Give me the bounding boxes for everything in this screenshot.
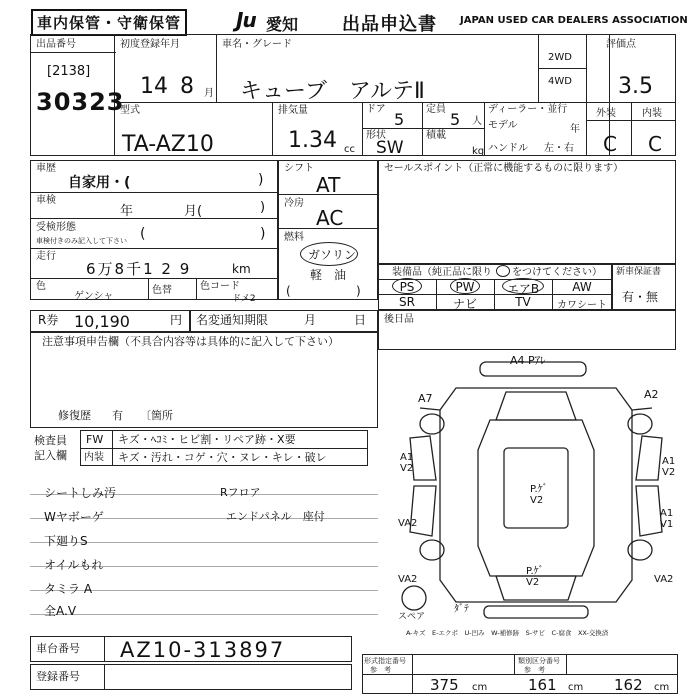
region-name: 愛知	[266, 15, 299, 34]
interior-label: 内装	[642, 108, 662, 119]
rating-label: 評価点	[606, 39, 636, 50]
displacement-label: 排気量	[278, 105, 308, 116]
sales-points-block	[378, 160, 676, 264]
dim-width: 161	[528, 676, 557, 694]
repair-label: 修復歴	[58, 409, 91, 422]
dim-note-a: 参 考	[370, 666, 391, 674]
mark-roof: P.ｹﾞ V2	[526, 566, 544, 588]
mark-left-rear: VA2	[398, 574, 418, 585]
note-line-1: シートしみ汚	[44, 486, 117, 500]
name-change-day: 日	[354, 313, 367, 327]
spare-label: スペア	[398, 612, 426, 622]
fuel-close: )	[356, 284, 361, 298]
note-line-4: オイルもれ	[44, 558, 104, 572]
registration-label: 初度登録年月	[120, 39, 180, 50]
dealer-label: ディーラー・並行	[488, 104, 568, 115]
note-line-5: タミラ A	[44, 582, 93, 596]
lot-label: 出品番号	[36, 39, 76, 50]
fuel-open: (	[286, 284, 291, 298]
mark-trunk: ﾀﾞﾃ	[454, 604, 469, 615]
registration-year: 14	[140, 74, 168, 99]
mark-top: A4 Pｱﾚ	[510, 354, 546, 367]
drive-2wd: 2WD	[548, 52, 572, 63]
mark-left-mid: A1 V2	[400, 452, 414, 474]
equipment-leather-seat: カワシート	[557, 300, 607, 311]
note-line-2: Wヤボーゲ	[44, 510, 104, 524]
shape-label: 形状	[366, 130, 386, 141]
equipment-navi: ナビ	[452, 297, 477, 311]
model-name-label: 車名・グレード	[222, 39, 292, 50]
in-label: 内装	[84, 452, 104, 463]
form-title: 出品申込書	[342, 14, 437, 35]
dim-note-b: 参 考	[524, 666, 545, 674]
chassis-value: AZ10-313897	[120, 638, 286, 662]
later-docs-block	[378, 310, 676, 350]
registration-month-unit: 月	[204, 88, 214, 99]
model-year-unit: 年	[570, 124, 580, 135]
warranty-options: 有・無	[622, 290, 659, 304]
inspection-label: 車検	[36, 195, 56, 206]
mileage-unit: km	[232, 262, 251, 276]
pw-circle	[450, 278, 480, 294]
equipment-label: 装備品（純正品に限り	[392, 267, 492, 278]
equipment-sr: SR	[399, 295, 415, 309]
dim-length-unit: cm	[472, 682, 488, 693]
mileage-value: 6万8千1 2 9	[86, 260, 192, 278]
in-items: キズ・汚れ・コゲ・穴・ヌレ・キレ・破レ	[118, 451, 327, 464]
inspection-month: 月(	[184, 204, 203, 219]
color-code-label: 色コード	[200, 281, 240, 292]
shift-value: AT	[316, 173, 341, 197]
sales-points-label: セールスポイント（正常に機能するものに限ります）	[384, 163, 624, 174]
fw-label: FW	[86, 433, 104, 446]
note-line-3: 下廻りS	[44, 534, 88, 548]
receipt-close: )	[260, 226, 266, 242]
registration-month: 8	[180, 74, 194, 99]
receipt-open: (	[140, 226, 146, 242]
history-value: 自家用・(	[68, 175, 131, 191]
fuel-gasoline: ガソリン	[308, 248, 357, 262]
fuel-diesel: 軽 油	[310, 268, 347, 282]
lot-number: 30323	[36, 88, 125, 116]
mark-left-front: A7	[418, 392, 433, 405]
history-label: 車歴	[36, 163, 56, 174]
cooler-value: AC	[316, 206, 344, 230]
dim-label-b: 類別区分番号	[518, 657, 560, 665]
dim-height-unit: cm	[654, 682, 670, 693]
note-right-1: Rフロア	[220, 486, 261, 499]
mark-hood: P.ｹﾞ V2	[530, 484, 548, 506]
doors-label: ドア	[366, 104, 386, 115]
fw-items: キズ・ﾍｺﾐ・ヒビ割・リペア跡・X要	[118, 433, 296, 446]
cooler-label: 冷房	[284, 198, 304, 209]
ju-logo: Ju	[236, 8, 256, 32]
receipt-note: 車検付きのみ記入して下さい	[36, 237, 127, 245]
color-code-value: ドメ2	[232, 294, 256, 304]
rating-value: 3.5	[618, 74, 653, 99]
displacement-unit: cc	[344, 144, 355, 155]
handle-label: ハンドル	[488, 143, 528, 154]
drive-4wd: 4WD	[548, 76, 572, 87]
recycle-unit: 円	[170, 313, 183, 327]
inspector-label-2: 記入欄	[34, 449, 67, 462]
note-line-6: 全A.V	[44, 604, 77, 618]
mark-right-door: A1 V1	[660, 508, 674, 530]
shift-label: シフト	[284, 163, 314, 174]
receipt-label: 受検形態	[36, 222, 76, 233]
color-label: 色	[36, 281, 46, 292]
reg-number-label: 登録番号	[36, 670, 80, 683]
dim-height: 162	[614, 676, 643, 694]
name-change-month: 月	[304, 313, 317, 327]
dim-width-unit: cm	[568, 682, 584, 693]
model-year-label: モデル	[488, 120, 518, 131]
later-docs-label: 後日品	[384, 314, 414, 325]
equipment-tv: TV	[515, 295, 531, 309]
damage-legend: A-キズ E-エクボ U-凹み W-補修跡 S-サビ C-腐食 XX-交換済	[406, 629, 609, 637]
fuel-label: 燃料	[284, 232, 304, 243]
doors-value: 5	[394, 110, 405, 129]
airbag-circle	[502, 278, 544, 294]
capacity-label: 定員	[426, 104, 446, 115]
mileage-label: 走行	[36, 251, 56, 262]
capacity-unit: 人	[472, 116, 482, 127]
association-name: JAPAN USED CAR DEALERS ASSOCIATION	[460, 15, 688, 26]
lot-bracket-number: [2138]	[47, 64, 91, 79]
mark-right-front: A2	[644, 388, 659, 401]
mark-left-door: VA2	[398, 518, 418, 529]
exterior-grade: C	[603, 132, 617, 156]
dim-label-a: 形式指定番号	[364, 657, 406, 665]
repair-place: 〔箇所	[140, 409, 173, 422]
model-name-value: キューブ アルテⅡ	[240, 79, 425, 104]
repair-value: 有	[112, 409, 123, 422]
equipment-airbag: エアB	[506, 282, 540, 296]
exterior-label: 外装	[596, 108, 616, 119]
history-close: )	[258, 172, 264, 188]
inspection-close: )	[260, 200, 266, 215]
load-unit: kg	[472, 146, 485, 157]
inspection-year: 年	[120, 204, 134, 219]
chassis-label: 車台番号	[36, 642, 80, 655]
warranty-label: 新車保証書	[616, 267, 662, 277]
dim-length: 375	[430, 676, 459, 694]
ps-circle	[392, 278, 422, 294]
displacement-value: 1.34	[288, 128, 337, 153]
color-value: ゲンシャ	[74, 291, 114, 302]
note-right-2: エンドパネル 座付	[226, 510, 325, 523]
recycle-value: 10,190	[74, 312, 130, 331]
load-label: 積載	[426, 130, 446, 141]
mark-right-mid: A1 V2	[662, 456, 676, 478]
handle-options: 左・右	[544, 143, 574, 154]
mark-right-rear: VA2	[654, 574, 674, 585]
equipment-label-tail: をつけてください）	[512, 267, 602, 278]
mark-circle	[496, 265, 510, 277]
shape-value: SW	[376, 138, 404, 158]
inspector-label-1: 検査員	[34, 434, 67, 447]
model-code-value: TA-AZ10	[122, 132, 214, 157]
equipment-ps: PS	[399, 280, 415, 294]
equipment-aw: AW	[572, 280, 592, 294]
color-change-label: 色替	[152, 285, 172, 296]
model-code-label: 型式	[120, 105, 140, 116]
recycle-label: R券	[38, 313, 59, 327]
name-change-label: 名変通知期限	[196, 313, 269, 327]
storage-tag: 車内保管・守衛保管	[31, 9, 187, 36]
equipment-pw: PW	[455, 280, 475, 294]
capacity-value: 5	[450, 110, 461, 129]
notes-label: 注意事項申告欄（不具合内容等は具体的に記入して下さい）	[42, 335, 339, 348]
interior-grade: C	[648, 132, 662, 156]
